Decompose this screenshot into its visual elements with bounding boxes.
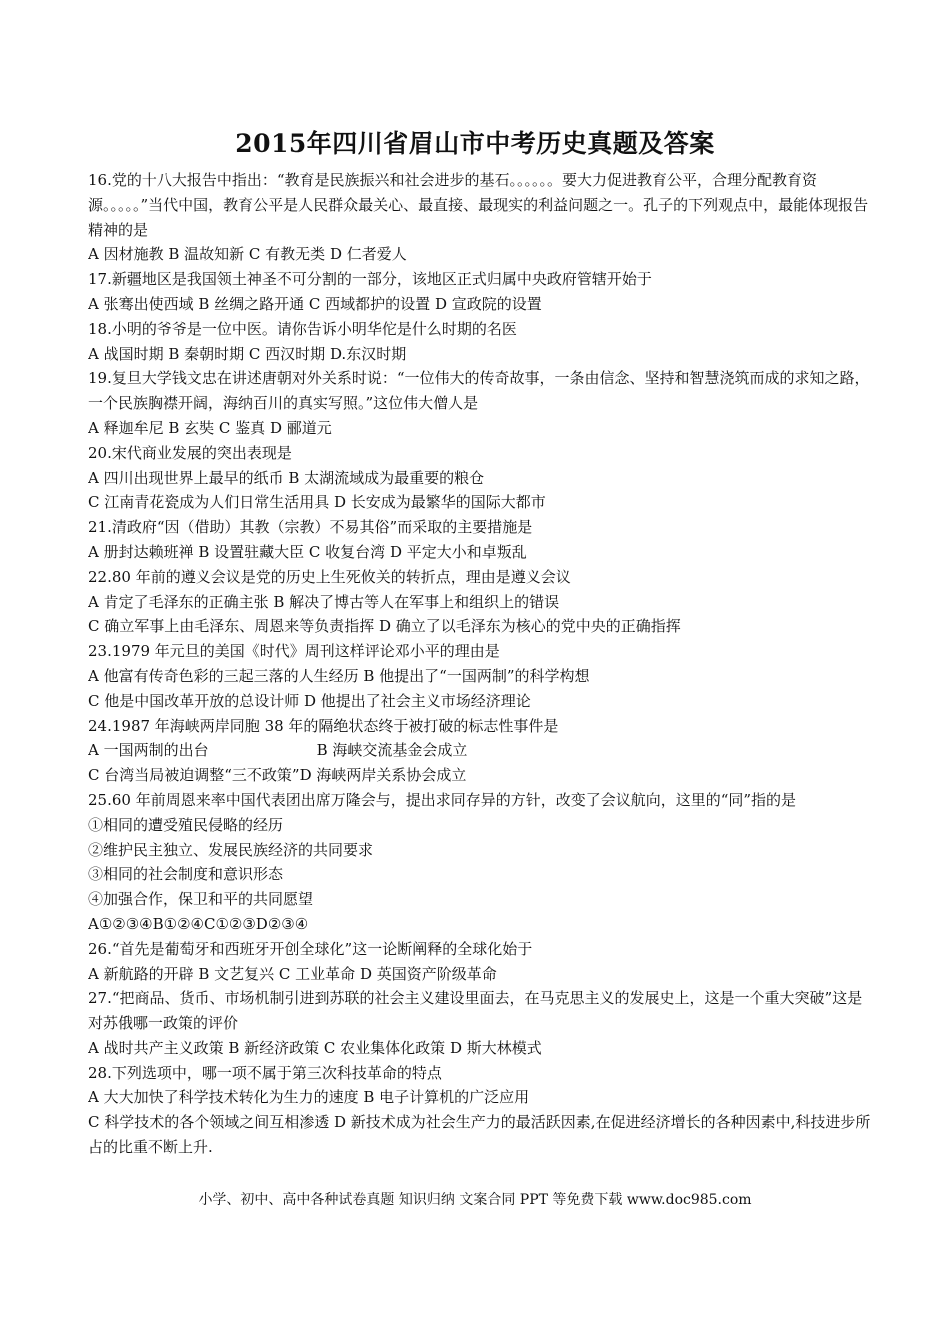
question-27-options: A 战时共产主义政策 B 新经济政策 C 农业集体化政策 D 斯大林模式	[88, 1038, 542, 1057]
question-28-stem: 28.下列选项中，哪一项不属于第三次科技革命的特点	[88, 1063, 442, 1082]
question-18-options: A 战国时期 B 秦朝时期 C 西汉时期 D.东汉时期	[88, 344, 407, 363]
question-20-options-cd: C 江南青花瓷成为人们日常生活用具 D 长安成为最繁华的国际大都市	[88, 493, 546, 512]
question-22-options-cd: C 确立军事上由毛泽东、周恩来等负责指挥 D 确立了以毛泽东为核心的党中央的正确指挥	[88, 617, 681, 636]
question-17-options: A 张骞出使西域 B 丝绸之路开通 C 西域都护的设置 D 宣政院的设置	[88, 294, 542, 313]
question-23-options-cd: C 他是中国改革开放的总设计师 D 他提出了社会主义市场经济理论	[88, 691, 531, 710]
question-21-stem: 21.清政府“因（借助）其教（宗教）不易其俗”而采取的主要措施是	[88, 518, 533, 537]
question-28-options-ab: A 大大加快了科学技术转化为生力的速度 B 电子计算机的广泛应用	[88, 1088, 530, 1107]
question-25-item-2: ②维护民主独立、发展民族经济的共同要求	[88, 840, 374, 859]
question-26-stem: 26.“首先是葡萄牙和西班牙开创全球化”这一论断阐释的全球化始于	[88, 939, 533, 958]
question-24-stem: 24.1987 年海峡两岸同胞 38 年的隔绝状态终于被打破的标志性事件是	[88, 716, 559, 735]
question-16-options: A 因材施教 B 温故知新 C 有教无类 D 仁者爱人	[88, 245, 407, 264]
question-22-stem: 22.80 年前的遵义会议是党的历史上生死攸关的转折点，理由是遵义会议	[88, 567, 571, 586]
question-25-item-4: ④加强合作，保卫和平的共同愿望	[88, 890, 314, 909]
question-20-options-ab: A 四川出现世界上最早的纸币 B 太湖流域成为最重要的粮仓	[88, 468, 485, 487]
page-footer: 小学、初中、高中各种试卷真题 知识归纳 文案合同 PPT 等免费下载 www.doc985.com	[198, 1192, 752, 1208]
question-26-options: A 新航路的开辟 B 文艺复兴 C 工业革命 D 英国资产阶级革命	[88, 964, 497, 983]
question-24-options-cd: C 台湾当局被迫调整“三不政策”D 海峡两岸关系协会成立	[88, 766, 467, 785]
question-24-option-a: A 一国两制的出台	[88, 741, 209, 760]
question-28-options-cd: C 科学技术的各个领域之间互相渗透 D 新技术成为社会生产力的最活跃因素,在促进经济增长的各种因素中,科技进步所占的比重不断上升.	[88, 1113, 871, 1157]
question-25-item-1: ①相同的遭受殖民侵略的经历	[88, 815, 284, 834]
question-19-options: A 释迦牟尼 B 玄奘 C 鉴真 D 郦道元	[88, 418, 332, 437]
question-25-item-3: ③相同的社会制度和意识形态	[88, 865, 284, 884]
question-24-options-ab	[88, 738, 874, 763]
question-24-option-b: B 海峡交流基金会成立	[316, 741, 468, 760]
question-22-options-ab: A 肯定了毛泽东的正确主张 B 解决了博古等人在军事上和组织上的错误	[88, 592, 560, 611]
question-25-stem: 25.60 年前周恩来率中国代表团出席万隆会与，提出求同存异的方针，改变了会议航向，这里的“同”指的是	[88, 790, 797, 809]
question-17-stem: 17.新疆地区是我国领土神圣不可分割的一部分，该地区正式归属中央政府管辖开始于	[88, 270, 652, 289]
question-list	[88, 168, 874, 1160]
question-21-options: A 册封达赖班禅 B 设置驻藏大臣 C 收复台湾 D 平定大小和卓叛乱	[88, 542, 527, 561]
question-23-options-ab: A 他富有传奇色彩的三起三落的人生经历 B 他提出了“一国两制”的科学构想	[88, 666, 590, 685]
question-18-stem: 18.小明的爷爷是一位中医。请你告诉小明华佗是什么时期的名医	[88, 319, 517, 338]
document-title: 2015年四川省眉山市中考历史真题及答案	[235, 129, 715, 158]
question-16-stem: 16.党的十八大报告中指出：“教育是民族振兴和社会进步的基石。。。。。。要大力促进教育公平，合理分配教育资源。。。。。”当代中国，教育公平是人民群众最关心、最直接、最现实的利益问题之一。孔子的下列观点中，最能体现报告精神的是	[88, 171, 869, 239]
question-25-options: A①②③④B①②④C①②③D②③④	[88, 914, 309, 933]
question-27-stem: 27.“把商品、货币、市场机制引进到苏联的社会主义建设里面去，在马克思主义的发展史上，这是一个重大突破”这是对苏俄哪一政策的评价	[88, 989, 863, 1033]
question-23-stem: 23.1979 年元旦的美国《时代》周刊这样评论邓小平的理由是	[88, 642, 500, 661]
question-20-stem: 20.宋代商业发展的突出表现是	[88, 443, 292, 462]
question-19-stem: 19.复旦大学钱文忠在讲述唐朝对外关系时说：“一位伟大的传奇故事，一条由信念、坚持和智慧浇筑而成的求知之路，一个民族胸襟开阔，海纳百川的真实写照。”这位伟大僧人是	[88, 369, 870, 413]
